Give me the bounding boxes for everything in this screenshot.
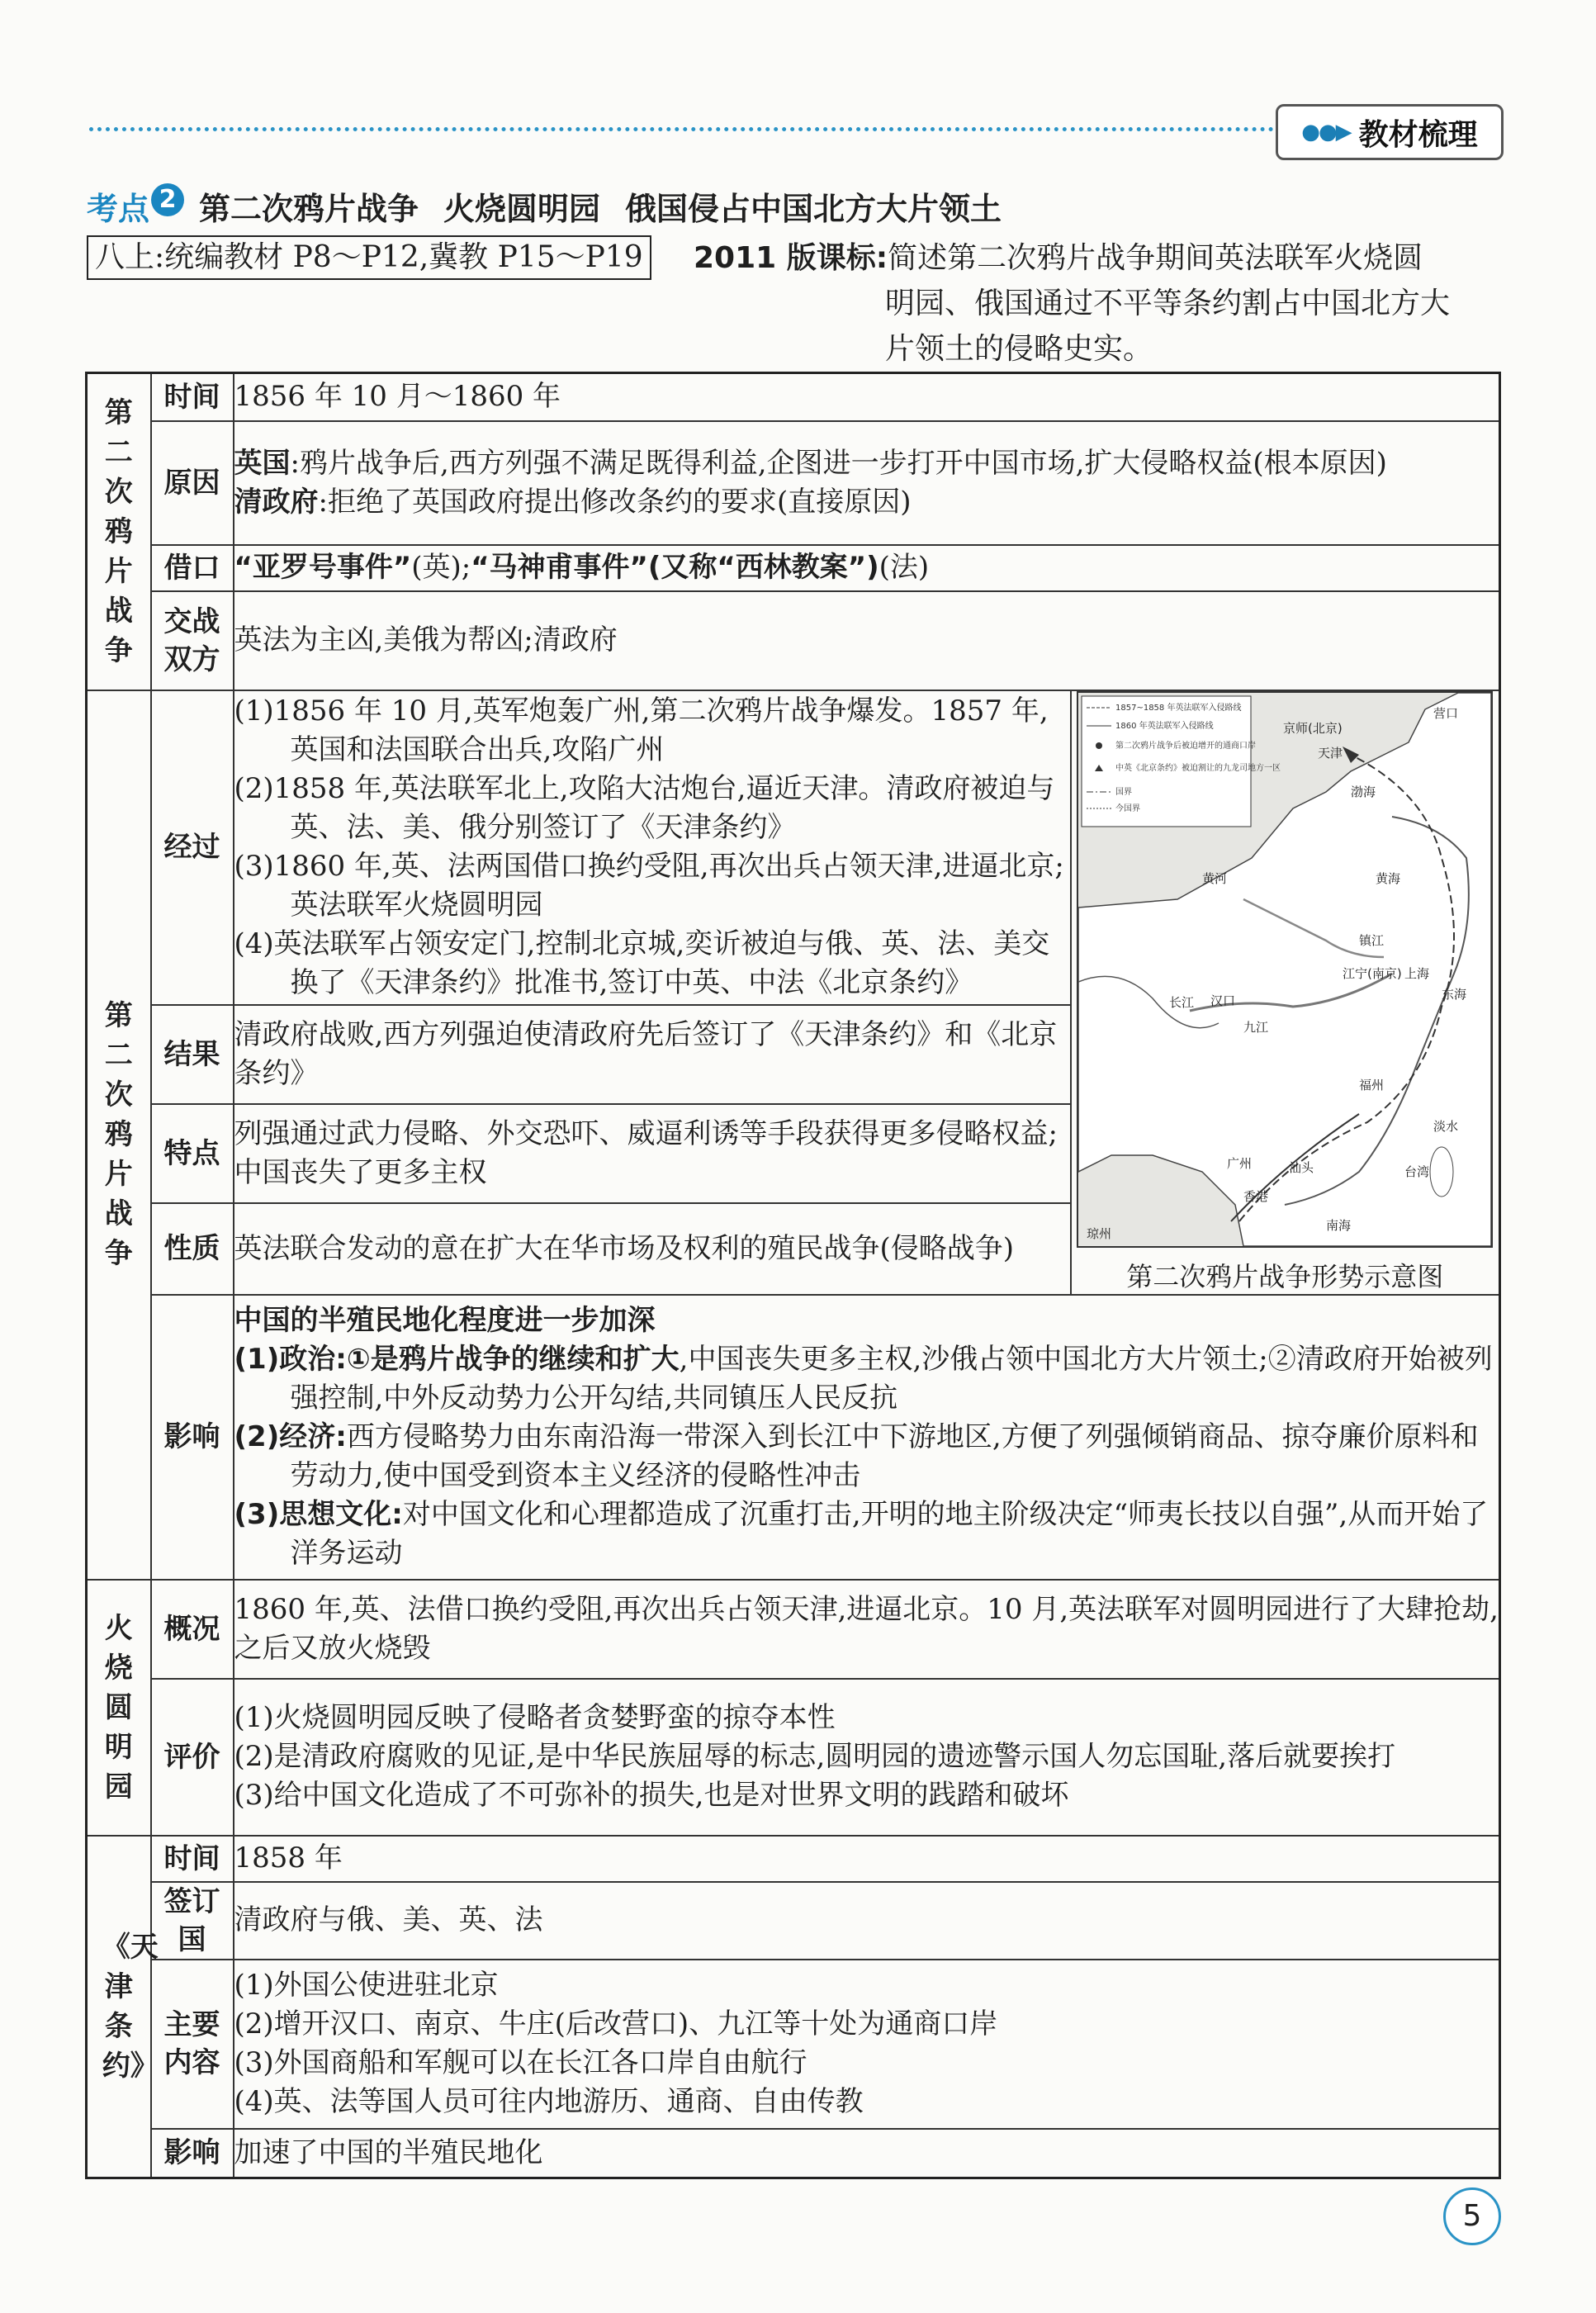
standard-line-1: 简述第二次鸦片战争期间英法联军火烧圆	[888, 241, 1423, 275]
knowledge-table	[85, 372, 1501, 2179]
legend-item-6: 今国界	[1115, 803, 1141, 813]
map-label-zhenjiang: 镇江	[1359, 932, 1385, 948]
row-label-process: 经过	[151, 690, 234, 1005]
war-impact: 中国的半殖民地化程度进一步加深 (1)政治:①是鸦片战争的继续和扩大,中国丧失更多主权,沙俄占领中国北方大片领土;②清政府开始被列强控制,中外反动势力公开勾结,共同镇压人民反抗 (2)经济:西方侵略势力由东南沿海一带深入到长江中下游地区,方便了列强倾销商品、掠夺廉价原料和劳动力,使中国受到资本主义经济的侵略性冲击 (3)思想文化:对中国文化和心理都造成了沉重打击,开明的地主阶级决定“师夷长技以自强”,从而开始了洋务运动	[234, 1295, 1500, 1580]
yuanmingyuan-overview: 1860 年,英、法借口换约受阻,再次出兵占领天津,进逼北京。10 月,英法联军对圆明园进行了大肆抢劫,之后又放火烧毁	[234, 1580, 1500, 1679]
map-caption: 第二次鸦片战争形势示意图	[1126, 1260, 1444, 1292]
war-nature: 英法联合发动的意在扩大在华市场及权利的殖民战争(侵略战争)	[234, 1203, 1071, 1294]
war-pretext: “亚罗号事件”(英);“马神甫事件”(又称“西林教案”)(法)	[234, 545, 1500, 591]
group-yuanmingyuan: 火烧圆明园	[87, 1580, 151, 1836]
topic-title-3: 俄国侵占中国北方大片领土	[625, 191, 1002, 227]
row-label-signer: 签订国	[151, 1882, 234, 1960]
row-label-time: 时间	[151, 373, 234, 421]
topic-title-2: 火烧圆明园	[443, 191, 601, 227]
map-label-shantou: 汕头	[1289, 1159, 1314, 1175]
curriculum-standard	[694, 235, 1499, 372]
map-label-guangzhou: 广州	[1227, 1155, 1253, 1171]
map-label-danshui: 淡水	[1433, 1118, 1459, 1134]
row-label-content: 主要内容	[151, 1960, 234, 2129]
row-label-cause: 原因	[151, 421, 234, 545]
map-legend	[1082, 696, 1281, 827]
map-label-huanghai: 黄海	[1376, 870, 1401, 886]
page-number: 5	[1443, 2187, 1501, 2245]
group-tianjin-treaty: 《天津条约》	[87, 1836, 151, 2178]
treaty-signers: 清政府与俄、美、英、法	[234, 1882, 1500, 1960]
group-war-part2: 第二次鸦片战争	[87, 690, 151, 1580]
map-label-changjiang: 长江	[1169, 994, 1195, 1010]
map-label-nanhai: 南海	[1326, 1217, 1352, 1233]
war-time: 1856 年 10 月～1860 年	[234, 373, 1500, 421]
map-label-nanjing: 江宁(南京)	[1343, 965, 1402, 981]
row-label-nature: 性质	[151, 1203, 234, 1294]
row-label-evaluation: 评价	[151, 1679, 234, 1836]
row-label-sides: 交战双方	[151, 591, 234, 690]
map-label-tianjin: 天津	[1318, 745, 1343, 761]
row-label-result: 结果	[151, 1005, 234, 1104]
standard-line-2: 明园、俄国通过不平等条约割占中国北方大	[885, 287, 1451, 320]
legend-item-4: 中英《北京条约》被迫割让的九龙司地方一区	[1115, 763, 1281, 773]
map-label-jiujiang: 九江	[1243, 1019, 1269, 1035]
textbook-reference: 八上:统编教材 P8～P12,冀教 P15～P19	[87, 235, 651, 280]
topic-number: 2	[151, 183, 184, 216]
war-cause: 英国:鸦片战争后,西方列强不满足既得利益,企图进一步打开中国市场,扩大侵略权益(根本原因) 清政府:拒绝了英国政府提出修改条约的要求(直接原因)	[234, 421, 1500, 545]
row-label-treaty-impact: 影响	[151, 2129, 234, 2178]
map-label-fuzhou: 福州	[1359, 1077, 1385, 1093]
header-dotted-rule	[89, 116, 1282, 140]
war-result: 清政府战败,西方列强迫使清政府先后签订了《天津条约》和《北京条约》	[234, 1005, 1071, 1104]
row-label-pretext: 借口	[151, 545, 234, 591]
standard-line-3: 片领土的侵略史实。	[885, 332, 1153, 366]
topic-heading	[87, 183, 1002, 229]
standard-label: 2011 版课标:	[694, 241, 888, 275]
war-feature: 列强通过武力侵略、外交恐吓、威逼利诱等手段获得更多侵略权益;中国丧失了更多主权	[234, 1104, 1071, 1203]
map-label-shanghai: 上海	[1404, 965, 1430, 981]
map-label-taiwan: 台湾	[1404, 1164, 1430, 1179]
row-label-overview: 概况	[151, 1580, 234, 1679]
map-label-beijing: 京师(北京)	[1283, 720, 1343, 736]
topic-title-1: 第二次鸦片战争	[199, 191, 419, 227]
group-war-part1: 第二次鸦片战争	[87, 373, 151, 690]
treaty-content: (1)外国公使进驻北京 (2)增开汉口、南京、牛庄(后改营口)、九江等十处为通商口岸 (3)外国商船和军舰可以在长江各口岸自由航行 (4)英、法等国人员可往内地游历、通商、自由传教	[234, 1960, 1500, 2129]
map-label-hongkong: 香港	[1243, 1188, 1269, 1204]
badge-label: 教材梳理	[1358, 117, 1478, 152]
map-label-donghai: 东海	[1442, 986, 1467, 1002]
double-chevron-icon: ●●▶	[1301, 120, 1351, 145]
map-label-qiongzhou: 琼州	[1087, 1225, 1112, 1241]
topic-prefix: 考点	[87, 191, 150, 227]
war-process: (1)1856 年 10 月,英军炮轰广州,第二次鸦片战争爆发。1857 年,英国和法国联合出兵,攻陷广州 (2)1858 年,英法联军北上,攻陷大沽炮台,逼近天津。清政府被迫与英、法、美、俄分别签订了《天津条约》 (3)1860 年,英、法两国借口换约受阻,再次出兵占领天津,进逼北京;英法联军火烧圆明园 (4)英法联军占领安定门,控制北京城,奕䜣被迫与俄、英、法、美交换了《天津条约》批准书,签订中英、中法《北京条约》	[234, 690, 1071, 1005]
map-label-huanghe: 黄河	[1202, 870, 1228, 886]
map-label-yingkou: 营口	[1433, 705, 1459, 721]
row-label-impact: 影响	[151, 1295, 234, 1580]
war-map-cell	[1071, 690, 1500, 1295]
legend-item-5: 国界	[1115, 787, 1133, 797]
map-label-hankou: 汉口	[1210, 993, 1236, 1008]
legend-item-2: 1860 年英法联军入侵路线	[1115, 721, 1214, 731]
treaty-impact: 加速了中国的半殖民地化	[234, 2129, 1500, 2178]
legend-item-1: 1857~1858 年英法联军入侵路线	[1115, 703, 1242, 713]
row-label-treaty-time: 时间	[151, 1836, 234, 1882]
legend-item-3: 第二次鸦片战争后被迫增开的通商口岸	[1115, 741, 1257, 751]
map-label-bohai: 渤海	[1351, 784, 1376, 799]
yuanmingyuan-evaluation: (1)火烧圆明园反映了侵略者贪婪野蛮的掠夺本性 (2)是清政府腐败的见证,是中华民族屈辱的标志,圆明园的遗迹警示国人勿忘国耻,落后就要挨打 (3)给中国文化造成了不可弥补的损失,也是对世界文明的践踏和破坏	[234, 1679, 1500, 1836]
section-badge	[1276, 104, 1504, 160]
treaty-time: 1858 年	[234, 1836, 1500, 1882]
row-label-feature: 特点	[151, 1104, 234, 1203]
war-sides: 英法为主凶,美俄为帮凶;清政府	[234, 591, 1500, 690]
war-situation-map	[1077, 691, 1493, 1248]
